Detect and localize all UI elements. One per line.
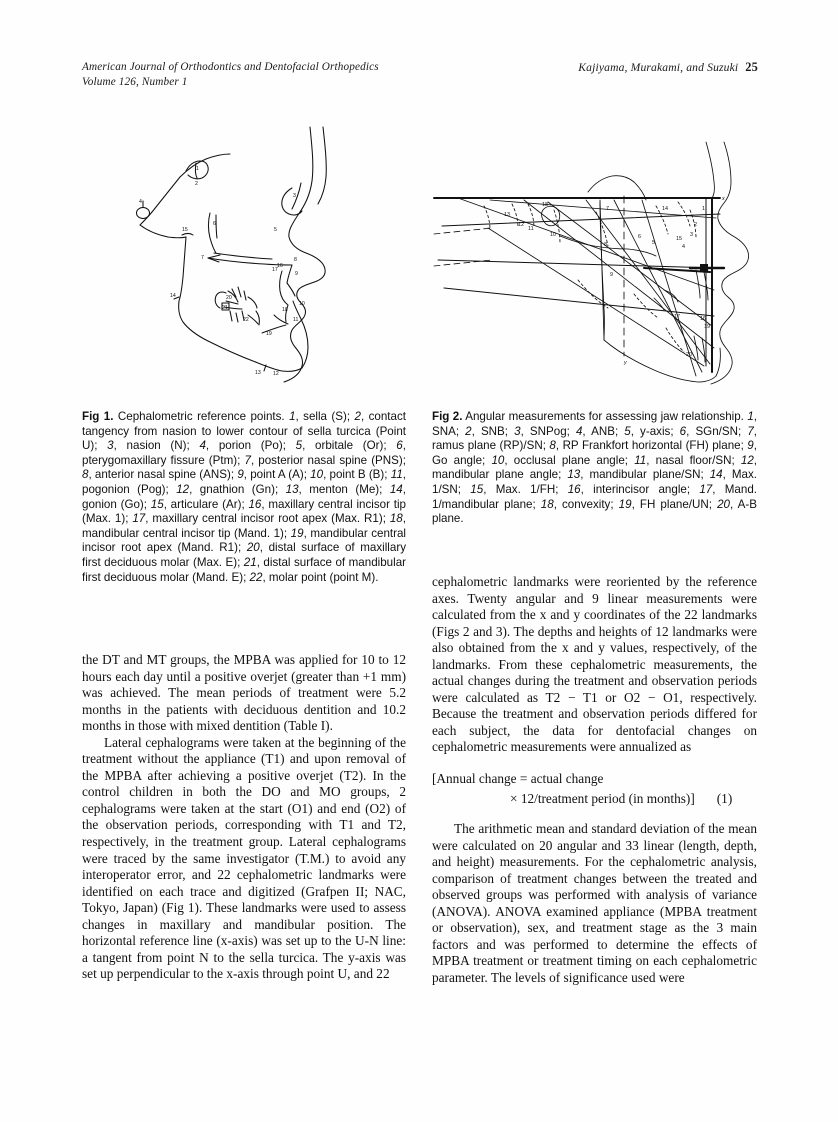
svg-text:15: 15 [182,227,188,233]
author-names: Kajiyama, Murakami, and Suzuki [578,61,739,74]
svg-text:20: 20 [226,295,232,301]
svg-text:11: 11 [528,226,534,232]
x-axis-label: x [722,196,725,202]
page-number: 25 [745,60,758,74]
svg-text:4: 4 [139,199,142,205]
svg-text:14: 14 [662,206,668,212]
svg-text:9: 9 [610,272,613,278]
equation-number: (1) [716,790,733,806]
equation-1 [432,771,757,807]
svg-text:21: 21 [222,305,228,311]
svg-text:7: 7 [606,206,609,212]
svg-text:2: 2 [694,222,697,228]
svg-text:8: 8 [604,242,607,248]
svg-text:8: 8 [294,257,297,263]
body-column-right [432,574,757,987]
left-paragraph-2: Lateral cephalograms were taken at the beginning of the treatment without the appliance (T1) and upon removal of the MPBA after achieving a positive overjet (T2). In the control children in both the DO and MO groups, 2 cephalograms were taken at the start (O1) and end (O2) of the observation periods, corresponding with T1 and T2, respectively, in the treatment group. Lateral cephalograms were traced by the same investigator (T.M.) to avoid any interoperator error, and 22 cephalometric landmarks were identified on each trace and digitized (Grafpen II; NAC, Tokyo, Japan) (Fig 1). These landmarks were used to assess changes in maxillary and mandibular position. The horizontal reference line (x-axis) was set up to the U-N line: a tangent from point N to the sella turcica. The y-axis was set up perpendicular to the x-axis through point U, and 22 [82,734,406,982]
svg-text:1: 1 [702,206,705,212]
journal-title: American Journal of Orthodontics and Dentofacial Orthopedics [82,61,379,73]
svg-text:6: 6 [638,234,641,240]
figure-1-caption-text: Cephalometric reference points. 1, sella (S); 2, contact tangency from nasion to lower contour of sella turcica (Point U); 3, nasion (N); 4, porion (Po); 5, orbitale (Or); 6, pterygomaxillary fissure (Ptm); 7, posterior nasal spine (PNS); 8, anterior nasal spine (ANS); 9, point A (A); 10, point B (B); 11, pogonion (Pog); 12, gnathion (Gn); 13, menton (Me); 14, gonion (Go); 15, articulare (Ar); 16, maxillary central incisor tip (Max. 1); 17, maxillary central incisor root apex (Max. R1); 18, mandibular central incisor tip (Mand. 1); 19, mandibular central incisor root apex (Mand. R1); 20, distal surface of maxillary first deciduous molar (Max. E); 21, distal surface of mandibular first deciduous molar (Mand. E); 22, molar point (point M). [82,410,407,584]
svg-text:19: 19 [704,324,710,330]
figure-2-label: Fig 2. [432,410,463,423]
figure-1-image [96,125,416,397]
svg-text:12: 12 [518,222,524,228]
svg-text:17: 17 [272,267,278,273]
figure-1-caption [82,410,406,585]
svg-text:7: 7 [201,255,204,261]
svg-text:17: 17 [674,314,680,320]
svg-text:14: 14 [170,293,176,299]
svg-text:18: 18 [542,202,548,208]
running-head-authors-block [578,60,758,76]
y-axis-label: y [624,360,627,366]
svg-text:3: 3 [690,232,693,238]
svg-text:20: 20 [686,352,692,358]
svg-text:19: 19 [266,331,272,337]
svg-text:4: 4 [682,244,685,250]
svg-text:5: 5 [274,227,277,233]
figure-2-caption [432,410,757,527]
svg-text:3: 3 [293,193,296,199]
running-head-journal-block [82,60,379,89]
equation-line-2 [432,791,757,808]
equation-line-1: [Annual change = actual change [432,771,604,787]
body-column-left [82,652,406,983]
svg-text:18: 18 [282,307,288,313]
left-paragraph-1: the DT and MT groups, the MPBA was applied for 10 to 12 hours each day until a positive overjet (greater than +1 mm) was achieved. The mean periods of treatment were 5.2 months in the patients with deciduous dentition and 10.2 months in those with mixed dentition (Table I). [82,652,406,734]
right-paragraph-1: cephalometric landmarks were reoriented by the reference axes. Twenty angular and 9 linear measurements were calculated from the x and y coordinates of the 22 landmarks (Figs 2 and 3). The depths and heights of 12 landmarks were also obtained from the x and y values, respectively, of the landmarks. From these cephalometric measurements, the actual changes during the treatment and observation periods were calculated as T2 − T1 or O2 − O1, respectively. Because the treatment and observation periods differed for each subject, the data for dentofacial changes on cephalometric measurements were annualized as [432,574,757,755]
svg-text:12: 12 [273,371,279,377]
svg-text:9: 9 [295,271,298,277]
svg-text:5: 5 [652,240,655,246]
svg-text:1: 1 [196,166,199,172]
volume-issue: Volume 126, Number 1 [82,75,188,88]
right-paragraph-2: The arithmetic mean and standard deviation of the mean were calculated on 20 angular and 33 linear (length, depth, and height) measurements. For the cephalometric analysis, comparison of treatment changes between the treated and observed groups was performed with analysis of variance (ANOVA). ANOVA examined appliance (MPBA treatment or observation), sex, and treatment stage as the 3 main factors and was performed to determine the effects of MPBA treatment or treatment timing on each cephalometric parameter. The levels of significance used were [432,821,757,986]
svg-text:11: 11 [293,317,299,323]
svg-text:15: 15 [676,236,682,242]
svg-text:10: 10 [550,232,556,238]
figure-1-label: Fig 1. [82,410,114,423]
svg-text:2: 2 [195,181,198,187]
svg-text:16: 16 [700,316,706,322]
svg-text:13: 13 [504,212,510,218]
svg-text:16: 16 [277,263,283,269]
running-head [82,60,758,89]
equation-line-2-text: × 12/treatment period (in months)] [510,790,695,806]
svg-text:22: 22 [243,317,249,323]
svg-text:13: 13 [255,370,261,376]
figure-2-image [428,140,764,398]
svg-text:6: 6 [213,221,216,227]
svg-text:10: 10 [299,301,305,307]
figure-2-caption-text: Angular measurements for assessing jaw relationship. 1, SNA; 2, SNB; 3, SNPog; 4, ANB; 5, y-axis; 6, SGn/SN; 7, ramus plane (RP)/SN; 8, RP Frankfort horizontal (FH) plane; 9, Go angle; 10, occlusal plane angle; 11, nasal floor/SN; 12, mandibular plane angle; 13, mandibular plane/SN; 14, Max. 1/SN; 15, Max. 1/FH; 16, interincisor angle; 17, Mand. 1/mandibular plane; 18, convexity; 19, FH plane/UN; 20, A-B plane. [432,410,758,526]
